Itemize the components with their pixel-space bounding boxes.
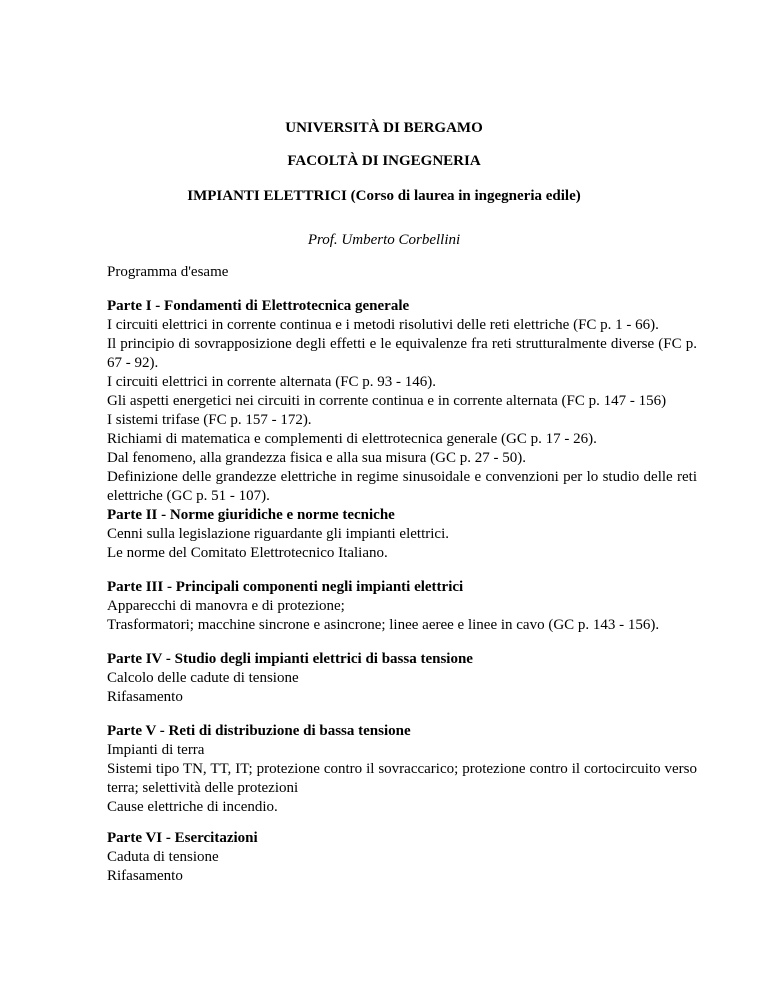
list-item: Richiami di matematica e complementi di elettrotecnica generale (GC p. 17 - 26). — [107, 431, 597, 447]
professor-name: Prof. Umberto Corbellini — [307, 232, 461, 248]
section-title: Parte I - Fondamenti di Elettrotecnica generale — [107, 298, 410, 314]
list-item: Calcolo delle cadute di tensione — [107, 670, 299, 686]
section-title: Parte II - Norme giuridiche e norme tecniche — [107, 507, 395, 523]
intro-text — [107, 263, 697, 282]
section-part-3 — [107, 578, 697, 635]
list-item: Dal fenomeno, alla grandezza fisica e alla sua misura (GC p. 27 - 50). — [107, 450, 527, 466]
list-item: Rifasamento — [107, 689, 183, 705]
exam-program-label: Programma d'esame — [107, 264, 229, 280]
section-title: Parte V - Reti di distribuzione di bassa tensione — [107, 723, 411, 739]
course-title: IMPIANTI ELETTRICI (Corso di laurea in ingegneria edile) — [187, 188, 581, 204]
list-item: I circuiti elettrici in corrente continua e i metodi risolutivi delle reti elettriche (FC p. 1 - 66). — [107, 317, 659, 333]
list-item: Impianti di terra — [107, 742, 205, 758]
faculty-heading: FACOLTÀ DI INGEGNERIA — [287, 153, 481, 169]
section-part-4 — [107, 650, 697, 707]
section-part-5 — [107, 722, 697, 817]
list-item: Sistemi tipo TN, TT, IT; protezione contro il sovraccarico; protezione contro il cortocircuito verso terra; selettività delle protezioni — [107, 761, 697, 796]
list-item: Trasformatori; macchine sincrone e asincrone; linee aeree e linee in cavo (GC p. 143 - 156). — [107, 617, 660, 633]
section-part-1 — [107, 297, 697, 506]
section-part-6 — [107, 829, 697, 886]
university-heading: UNIVERSITÀ DI BERGAMO — [285, 120, 483, 136]
list-item: Rifasamento — [107, 868, 183, 884]
section-title: Parte III - Principali componenti negli impianti elettrici — [107, 579, 464, 595]
section-part-2 — [107, 506, 697, 563]
list-item: Definizione delle grandezze elettriche in regime sinusoidale e convenzioni per lo studio delle reti elettriche (GC p. 51 - 107). — [107, 469, 697, 504]
list-item: Gli aspetti energetici nei circuiti in corrente continua e in corrente alternata (FC p. 147 - 156) — [107, 393, 667, 409]
list-item: Cause elettriche di incendio. — [107, 799, 278, 815]
section-title: Parte VI - Esercitazioni — [107, 830, 258, 846]
list-item: Il principio di sovrapposizione degli effetti e le equivalenze fra reti strutturalmente diverse (FC p. 67 - 92). — [107, 336, 697, 371]
list-item: Apparecchi di manovra e di protezione; — [107, 598, 345, 614]
list-item: I circuiti elettrici in corrente alternata (FC p. 93 - 146). — [107, 374, 437, 390]
list-item: I sistemi trifase (FC p. 157 - 172). — [107, 412, 312, 428]
list-item: Cenni sulla legislazione riguardante gli impianti elettrici. — [107, 526, 449, 542]
list-item: Caduta di tensione — [107, 849, 219, 865]
list-item: Le norme del Comitato Elettrotecnico Italiano. — [107, 545, 388, 561]
section-title: Parte IV - Studio degli impianti elettrici di bassa tensione — [107, 651, 473, 667]
